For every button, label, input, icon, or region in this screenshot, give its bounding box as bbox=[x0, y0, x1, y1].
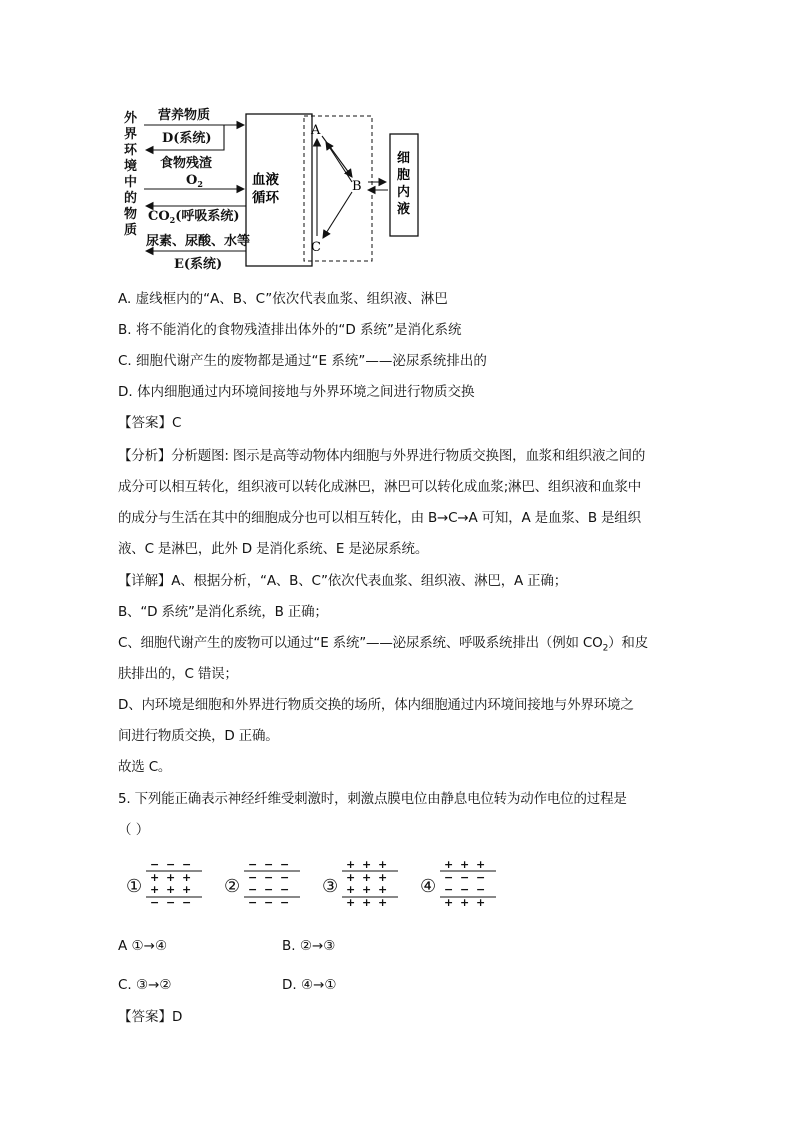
svg-text:外: 外 bbox=[124, 111, 138, 126]
svg-text:+: + bbox=[166, 871, 176, 884]
blood-circulation-label-1: 血液 bbox=[252, 172, 279, 188]
svg-text:④: ④ bbox=[420, 876, 437, 897]
q4-detail-line-4: D、内环境是细胞和外界进行物质交换的场所，体内细胞通过内环境间接地与外界环境之 bbox=[118, 697, 634, 713]
intracellular-fluid-label bbox=[397, 151, 410, 217]
svg-text:+: + bbox=[182, 883, 192, 896]
q4-detail-line-1: 【详解】A、根据分析，“A、B、C”依次代表血浆、组织液、淋巴，A 正确； bbox=[118, 573, 568, 589]
svg-text:−: − bbox=[264, 883, 274, 896]
svg-text:+: + bbox=[362, 883, 372, 896]
svg-text:−: − bbox=[460, 883, 470, 896]
svg-text:−: − bbox=[150, 858, 160, 871]
q4-analysis-line-1: 【分析】分析题图: 图示是高等动物体内细胞与外界进行物质交换图，血浆和组织液之间的 bbox=[118, 448, 646, 464]
q4-analysis-line-4: 液、C 是淋巴，此外 D 是消化系统、E 是泌尿系统。 bbox=[118, 541, 429, 557]
q5-option-c: C. ③→② bbox=[118, 977, 172, 993]
q4-option-b: B. 将不能消化的食物残渣排出体外的“D 系统”是消化系统 bbox=[118, 322, 462, 338]
node-c: C bbox=[311, 240, 321, 255]
q5-option-a: A ①→④ bbox=[118, 938, 168, 954]
svg-text:−: − bbox=[166, 858, 176, 871]
membrane-potential-diagrams bbox=[126, 856, 506, 912]
svg-text:−: − bbox=[248, 858, 258, 871]
e-system-label: E(系统) bbox=[174, 257, 223, 272]
q5-answer: 【答案】D bbox=[118, 1009, 183, 1025]
svg-text:+: + bbox=[378, 858, 388, 871]
q4-analysis-line-2: 成分可以相互转化，组织液可以转化成淋巴，淋巴可以转化成血浆;淋巴、组织液和血浆中 bbox=[118, 479, 642, 495]
svg-text:−: − bbox=[476, 883, 486, 896]
svg-text:+: + bbox=[476, 896, 486, 909]
svg-text:−: − bbox=[182, 896, 192, 909]
svg-text:质: 质 bbox=[124, 223, 138, 238]
svg-text:+: + bbox=[346, 896, 356, 909]
svg-text:−: − bbox=[280, 883, 290, 896]
svg-text:+: + bbox=[346, 871, 356, 884]
svg-text:胞: 胞 bbox=[397, 168, 411, 183]
svg-text:+: + bbox=[150, 883, 160, 896]
q4-option-d: D. 体内细胞通过内环境间接地与外界环境之间进行物质交换 bbox=[118, 384, 475, 400]
q4-detail-line-6: 故选 C。 bbox=[118, 759, 172, 775]
svg-text:+: + bbox=[444, 896, 454, 909]
q5-options-row-2 bbox=[118, 975, 618, 997]
svg-text:③: ③ bbox=[322, 876, 339, 897]
q5-option-d: D. ④→① bbox=[282, 977, 337, 993]
q4-analysis-line-3: 的成分与生活在其中的细胞成分也可以相互转化，由 B→C→A 可知，A 是血浆、B 是组织 bbox=[118, 510, 641, 526]
svg-text:−: − bbox=[280, 871, 290, 884]
q4-answer: 【答案】C bbox=[118, 415, 182, 431]
d-system-label: D(系统) bbox=[162, 131, 212, 146]
svg-text:−: − bbox=[476, 871, 486, 884]
svg-text:+: + bbox=[362, 871, 372, 884]
svg-text:−: − bbox=[248, 896, 258, 909]
blood-circulation-label-2: 循环 bbox=[252, 190, 279, 206]
svg-text:−: − bbox=[248, 871, 258, 884]
svg-text:+: + bbox=[378, 871, 388, 884]
q5-stem: 5. 下列能正确表示神经纤维受刺激时，刺激点膜电位由静息电位转为动作电位的过程是 bbox=[118, 791, 627, 807]
svg-text:+: + bbox=[362, 858, 372, 871]
svg-text:+: + bbox=[476, 858, 486, 871]
q4-detail-line-5: 间进行物质交换，D 正确。 bbox=[118, 728, 279, 744]
svg-text:液: 液 bbox=[397, 202, 411, 217]
q4-detail-line-3b: 肤排出的，C 错误； bbox=[118, 666, 238, 682]
svg-text:+: + bbox=[150, 871, 160, 884]
urea-label: 尿素、尿酸、水等 bbox=[146, 234, 251, 249]
svg-text:+: + bbox=[182, 871, 192, 884]
svg-text:+: + bbox=[346, 883, 356, 896]
svg-text:境: 境 bbox=[124, 159, 138, 174]
svg-text:的: 的 bbox=[124, 191, 138, 206]
svg-text:物: 物 bbox=[124, 207, 138, 222]
svg-text:界: 界 bbox=[124, 127, 138, 142]
svg-text:①: ① bbox=[126, 876, 143, 897]
co2-label: $CO_2$(呼吸系统) bbox=[148, 209, 240, 225]
svg-text:+: + bbox=[362, 896, 372, 909]
q4-option-a: A. 虚线框内的“A、B、C”依次代表血浆、组织液、淋巴 bbox=[118, 291, 448, 307]
svg-text:−: − bbox=[444, 883, 454, 896]
svg-text:+: + bbox=[460, 858, 470, 871]
q5-paren: （ ） bbox=[118, 822, 150, 838]
svg-text:−: − bbox=[280, 858, 290, 871]
q5-option-b: B. ②→③ bbox=[282, 938, 336, 954]
svg-text:中: 中 bbox=[124, 175, 138, 190]
svg-text:+: + bbox=[460, 896, 470, 909]
svg-text:−: − bbox=[280, 896, 290, 909]
o2-label: $O_2$ bbox=[186, 173, 203, 189]
svg-text:−: − bbox=[166, 896, 176, 909]
svg-text:+: + bbox=[378, 896, 388, 909]
svg-text:+: + bbox=[378, 883, 388, 896]
nutrients-label: 营养物质 bbox=[158, 108, 211, 123]
svg-text:−: − bbox=[444, 871, 454, 884]
svg-text:+: + bbox=[346, 858, 356, 871]
external-environment-label bbox=[124, 110, 138, 238]
svg-text:环: 环 bbox=[124, 143, 138, 158]
svg-text:−: − bbox=[264, 871, 274, 884]
q5-options-row-1 bbox=[118, 936, 618, 958]
svg-text:+: + bbox=[444, 858, 454, 871]
svg-text:−: − bbox=[150, 896, 160, 909]
q4-option-c: C. 细胞代谢产生的废物都是通过“E 系统”——泌尿系统排出的 bbox=[118, 353, 487, 369]
food-residue-label: 食物残渣 bbox=[160, 156, 213, 171]
svg-text:−: − bbox=[264, 896, 274, 909]
material-exchange-diagram bbox=[118, 104, 428, 274]
svg-text:−: − bbox=[248, 883, 258, 896]
svg-text:细: 细 bbox=[397, 151, 411, 166]
q4-detail-line-2: B、“D 系统”是消化系统，B 正确； bbox=[118, 604, 328, 620]
q4-detail-line-3: C、细胞代谢产生的废物可以通过“E 系统”——泌尿系统、呼吸系统排出（例如 $CO_2$）和皮 bbox=[118, 635, 649, 654]
svg-text:+: + bbox=[166, 883, 176, 896]
svg-text:−: − bbox=[182, 858, 192, 871]
node-b: B bbox=[352, 179, 362, 194]
node-a: A bbox=[311, 123, 321, 138]
svg-text:②: ② bbox=[224, 876, 241, 897]
svg-text:−: − bbox=[264, 858, 274, 871]
svg-text:内: 内 bbox=[397, 185, 411, 200]
svg-text:−: − bbox=[460, 871, 470, 884]
